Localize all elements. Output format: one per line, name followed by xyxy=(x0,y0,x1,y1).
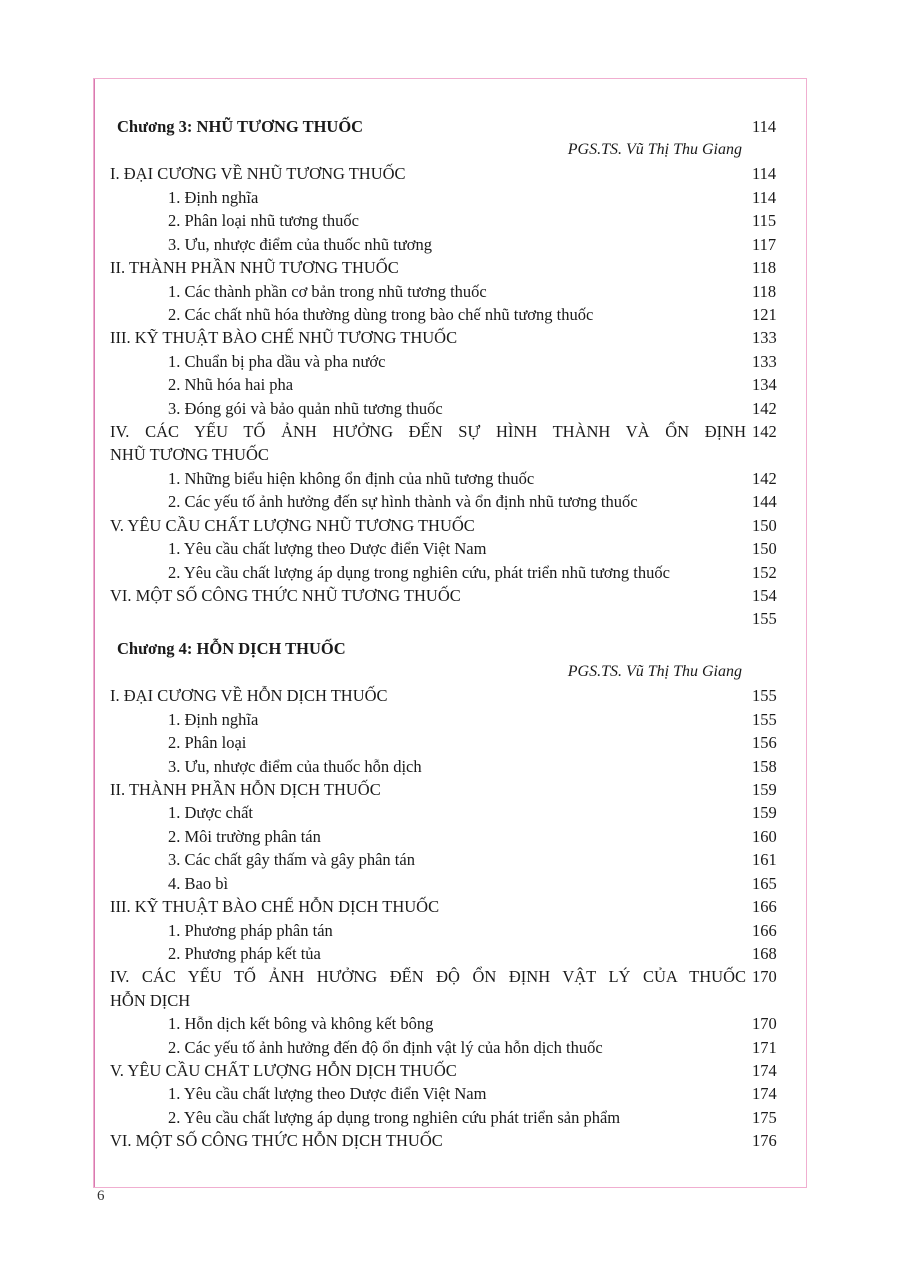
toc-entry-text: 1. Yêu cầu chất lượng theo Dược điển Việt Nam xyxy=(168,539,487,559)
toc-entry-text: I. ĐẠI CƯƠNG VỀ NHŨ TƯƠNG THUỐC xyxy=(110,164,406,184)
toc-entry-text: 2. Môi trường phân tán xyxy=(168,826,321,846)
toc-section-row xyxy=(106,162,796,185)
toc-subsection-row xyxy=(106,1106,796,1129)
toc-entry-page: 121 xyxy=(752,304,777,324)
toc-entry-page: 142 xyxy=(752,422,777,442)
toc-section-row xyxy=(106,895,796,918)
toc-entry-page: 168 xyxy=(752,943,777,963)
toc-orphan-page-row xyxy=(106,607,796,630)
toc-entry-text: 1. Các thành phần cơ bản trong nhũ tương thuốc xyxy=(168,281,487,301)
toc-section-row xyxy=(106,684,796,707)
toc-entry-page: 155 xyxy=(752,709,777,729)
toc-entry-page: 161 xyxy=(752,850,777,870)
toc-entry-page: 142 xyxy=(752,398,777,418)
toc-subsection-row xyxy=(106,397,796,420)
toc-entry-page: 142 xyxy=(752,468,777,488)
toc-entry-page: 114 xyxy=(752,164,777,184)
spacer xyxy=(106,631,796,635)
toc-entry-text: 1. Những biểu hiện không ổn định của nhũ tương thuốc xyxy=(168,468,535,488)
page-border xyxy=(93,78,807,1188)
toc-section-row xyxy=(106,514,796,537)
toc-entry-page: 155 xyxy=(752,609,777,629)
toc-subsection-row xyxy=(106,467,796,490)
toc-entry-text: 2. Các yếu tố ảnh hưởng đến sự hình thành và ổn định nhũ tương thuốc xyxy=(168,492,638,512)
toc-subsection-row xyxy=(106,1036,796,1059)
toc-entry-text: I. ĐẠI CƯƠNG VỀ HỖN DỊCH THUỐC xyxy=(110,686,388,706)
toc-entry-text: 1. Định nghĩa xyxy=(168,709,259,729)
toc-entry-text: II. THÀNH PHẦN HỖN DỊCH THUỐC xyxy=(110,779,381,799)
toc-entry-page: 155 xyxy=(752,686,777,706)
toc-entry-text: IV. CÁC YẾU TỐ ẢNH HƯỞNG ĐẾN ĐỘ ỔN ĐỊNH VẬT LÝ CỦA THUỐC xyxy=(110,967,746,987)
toc-entry-text: III. KỸ THUẬT BÀO CHẾ NHŨ TƯƠNG THUỐC xyxy=(110,328,458,348)
toc-entry-text: 3. Ưu, nhược điểm của thuốc nhũ tương xyxy=(168,234,432,254)
toc-entry-page: 118 xyxy=(752,258,777,278)
toc-section-row xyxy=(106,1059,796,1082)
toc-entry-text: III. KỸ THUẬT BÀO CHẾ HỖN DỊCH THUỐC xyxy=(110,897,440,917)
toc-entry-text: 3. Ưu, nhược điểm của thuốc hỗn dịch xyxy=(168,756,422,776)
toc-entry-page: 171 xyxy=(752,1037,777,1057)
toc-subsection-row xyxy=(106,825,796,848)
toc-section-row xyxy=(106,326,796,349)
toc-section-row xyxy=(106,584,796,607)
toc-entry-text: 3. Đóng gói và bảo quản nhũ tương thuốc xyxy=(168,398,443,418)
toc-author: PGS.TS. Vũ Thị Thu Giang xyxy=(567,663,742,681)
toc-subsection-row xyxy=(106,942,796,965)
toc-entry-page: 114 xyxy=(752,187,777,207)
toc-entry-page: 170 xyxy=(752,1014,777,1034)
toc-subsection-row xyxy=(106,848,796,871)
toc-section-row-continuation xyxy=(106,443,796,466)
toc-entry-page: 160 xyxy=(752,826,777,846)
toc-subsection-row xyxy=(106,186,796,209)
toc-entry-text: 2. Các yếu tố ảnh hưởng đến độ ổn định vật lý của hỗn dịch thuốc xyxy=(168,1037,603,1057)
toc-entry-text: V. YÊU CẦU CHẤT LƯỢNG HỖN DỊCH THUỐC xyxy=(110,1061,457,1081)
toc-subsection-row xyxy=(106,708,796,731)
toc-entry-page: 117 xyxy=(752,234,777,254)
toc-entry-page: 114 xyxy=(752,117,777,136)
toc-entry-page: 170 xyxy=(752,967,777,987)
toc-entry-text: 2. Yêu cầu chất lượng áp dụng trong nghiên cứu phát triển sản phẩm xyxy=(168,1107,621,1127)
toc-subsection-row xyxy=(106,303,796,326)
toc-subsection-row xyxy=(106,233,796,256)
toc-entry-text: Chương 3: NHŨ TƯƠNG THUỐC xyxy=(117,117,364,136)
toc-entry-text: II. THÀNH PHẦN NHŨ TƯƠNG THUỐC xyxy=(110,258,399,278)
toc-entry-text: 1. Dược chất xyxy=(168,803,254,823)
toc-entry-page: 166 xyxy=(752,920,777,940)
table-of-contents xyxy=(106,113,796,1153)
toc-entry-text: 1. Hỗn dịch kết bông và không kết bông xyxy=(168,1014,434,1034)
toc-section-row xyxy=(106,420,796,443)
toc-entry-text: 1. Định nghĩa xyxy=(168,187,259,207)
toc-entry-text: IV. CÁC YẾU TỐ ẢNH HƯỞNG ĐẾN SỰ HÌNH THÀNH VÀ ỔN ĐỊNH xyxy=(110,422,746,442)
toc-entry-page: 144 xyxy=(752,492,777,512)
toc-subsection-row xyxy=(106,373,796,396)
toc-entry-page: 175 xyxy=(752,1107,777,1127)
toc-subsection-row xyxy=(106,561,796,584)
toc-subsection-row xyxy=(106,490,796,513)
toc-entry-text: 2. Phân loại xyxy=(168,733,247,753)
toc-subsection-row xyxy=(106,801,796,824)
toc-subsection-row xyxy=(106,280,796,303)
toc-section-row xyxy=(106,965,796,988)
toc-entry-text: NHŨ TƯƠNG THUỐC xyxy=(110,445,269,465)
toc-subsection-row xyxy=(106,755,796,778)
toc-entry-page: 133 xyxy=(752,351,777,371)
toc-entry-page: 174 xyxy=(752,1084,777,1104)
toc-entry-text: 2. Các chất nhũ hóa thường dùng trong bào chế nhũ tương thuốc xyxy=(168,304,594,324)
toc-entry-page: 115 xyxy=(752,211,777,231)
toc-entry-text: 1. Yêu cầu chất lượng theo Dược điển Việt Nam xyxy=(168,1084,487,1104)
toc-entry-text: HỖN DỊCH xyxy=(110,990,191,1010)
toc-entry-text: V. YÊU CẦU CHẤT LƯỢNG NHŨ TƯƠNG THUỐC xyxy=(110,515,475,535)
toc-subsection-row xyxy=(106,537,796,560)
toc-entry-page: 118 xyxy=(752,281,777,301)
toc-subsection-row xyxy=(106,1012,796,1035)
toc-entry-page: 174 xyxy=(752,1061,777,1081)
toc-subsection-row xyxy=(106,209,796,232)
toc-entry-text: 1. Chuẩn bị pha dầu và pha nước xyxy=(168,351,386,371)
toc-entry-text: 2. Phân loại nhũ tương thuốc xyxy=(168,211,359,231)
toc-entry-page: 176 xyxy=(752,1131,777,1151)
toc-entry-page: 134 xyxy=(752,375,777,395)
toc-entry-text: 2. Phương pháp kết tủa xyxy=(168,943,321,963)
toc-entry-page: 159 xyxy=(752,803,777,823)
page-inner xyxy=(94,79,808,1189)
toc-entry-page: 152 xyxy=(752,562,777,582)
toc-entry-text: 2. Nhũ hóa hai pha xyxy=(168,375,294,395)
toc-subsection-row xyxy=(106,872,796,895)
toc-entry-page: 154 xyxy=(752,586,777,606)
toc-subsection-row xyxy=(106,1082,796,1105)
toc-section-row-continuation xyxy=(106,989,796,1012)
page-number: 6 xyxy=(97,1188,105,1204)
toc-entry-page: 150 xyxy=(752,539,777,559)
toc-section-row xyxy=(106,778,796,801)
toc-entry-text: VI. MỘT SỐ CÔNG THỨC NHŨ TƯƠNG THUỐC xyxy=(110,586,461,606)
toc-entry-page: 156 xyxy=(752,733,777,753)
toc-entry-text: 2. Yêu cầu chất lượng áp dụng trong nghiên cứu, phát triển nhũ tương thuốc xyxy=(168,562,670,582)
toc-entry-page: 133 xyxy=(752,328,777,348)
toc-entry-text: 1. Phương pháp phân tán xyxy=(168,920,333,940)
toc-section-row xyxy=(106,256,796,279)
toc-entry-text: VI. MỘT SỐ CÔNG THỨC HỖN DỊCH THUỐC xyxy=(110,1131,443,1151)
toc-chapter-row xyxy=(106,637,796,660)
toc-subsection-row xyxy=(106,350,796,373)
toc-entry-page: 159 xyxy=(752,779,777,799)
toc-entry-page: 150 xyxy=(752,515,777,535)
toc-author: PGS.TS. Vũ Thị Thu Giang xyxy=(567,141,742,159)
toc-section-row xyxy=(106,1129,796,1152)
toc-entry-text: Chương 4: HỖN DỊCH THUỐC xyxy=(117,638,346,658)
toc-subsection-row xyxy=(106,919,796,942)
toc-entry-page: 166 xyxy=(752,897,777,917)
toc-entry-page: 165 xyxy=(752,873,777,893)
toc-entry-text: 4. Bao bì xyxy=(168,873,229,893)
toc-chapter-row xyxy=(106,115,796,138)
toc-entry-text: 3. Các chất gây thấm và gây phân tán xyxy=(168,850,415,870)
toc-subsection-row xyxy=(106,731,796,754)
toc-entry-page: 158 xyxy=(752,756,777,776)
